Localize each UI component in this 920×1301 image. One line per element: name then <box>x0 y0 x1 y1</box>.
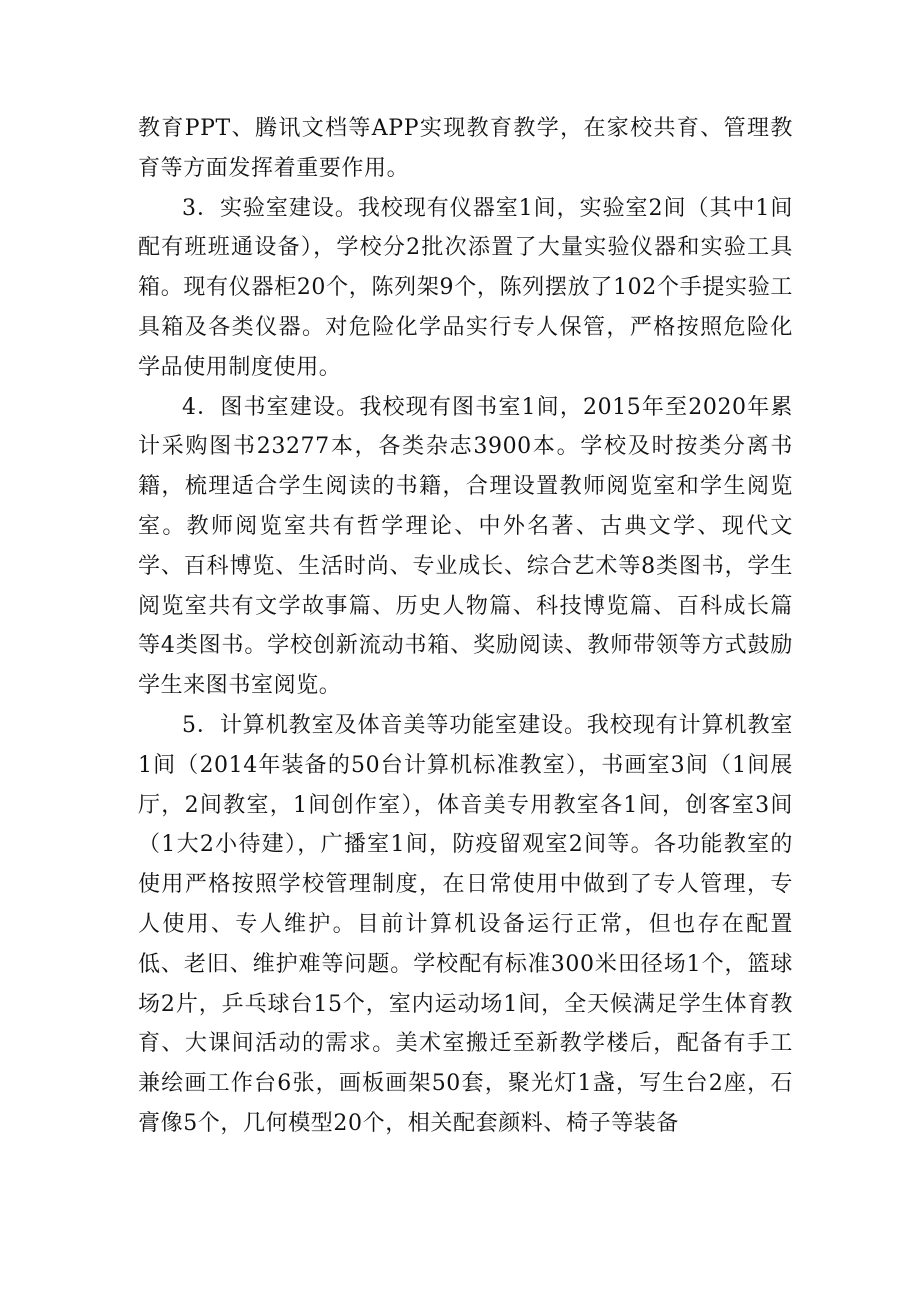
paragraph-intro-continuation: 教育PPT、腾讯文档等APP实现教育教学，在家校共育、管理教育等方面发挥着重要作用。 <box>138 116 793 181</box>
paragraph-library-construction: 4．图书室建设。我校现有图书室1间，2015年至2020年累计采购图书23277本，各类杂志3900本。学校及时按类分离书籍，梳理适合学生阅读的书籍，合理设置教师阅览室和学生阅览室。教师阅览室共有哲学理论、中外名著、古典文学、现代文学、百科博览、生活时尚、专业成长、综合艺术等8类图书，学生阅览室共有文学故事篇、历史人物篇、科技博览篇、百科成长篇等4类图书。学校创新流动书箱、奖励阅读、教师带领等方式鼓励学生来图书室阅览。 <box>138 394 793 699</box>
paragraph-lab-construction: 3．实验室建设。我校现有仪器室1间，实验室2间（其中1间配有班班通设备），学校分2批次添置了大量实验仪器和实验工具箱。现有仪器柜20个，陈列架9个，陈列摆放了102个手提实验工具箱及各类仪器。对危险化学品实行专人保管，严格按照危险化学品使用制度使用。 <box>138 195 793 380</box>
document-body <box>138 109 793 1144</box>
paragraph-computer-and-function-rooms: 5．计算机教室及体音美等功能室建设。我校现有计算机教室1间（2014年装备的50台计算机标准教室），书画室3间（1间展厅，2间教室，1间创作室），体音美专用教室各1间，创客室3间（1大2小待建），广播室1间，防疫留观室2间等。各功能教室的使用严格按照学校管理制度，在日常使用中做到了专人管理，专人使用、专人维护。目前计算机设备运行正常，但也存在配置低、老旧、维护难等问题。学校配有标准300米田径场1个，篮球场2片，乒乓球台15个，室内运动场1间，全天候满足学生体育教育、大课间活动的需求。美术室搬迁至新教学楼后，配备有手工兼绘画工作台6张，画板画架50套，聚光灯1盏，写生台2座，石膏像5个，几何模型20个，相关配套颜料、椅子等装备 <box>138 712 793 1136</box>
